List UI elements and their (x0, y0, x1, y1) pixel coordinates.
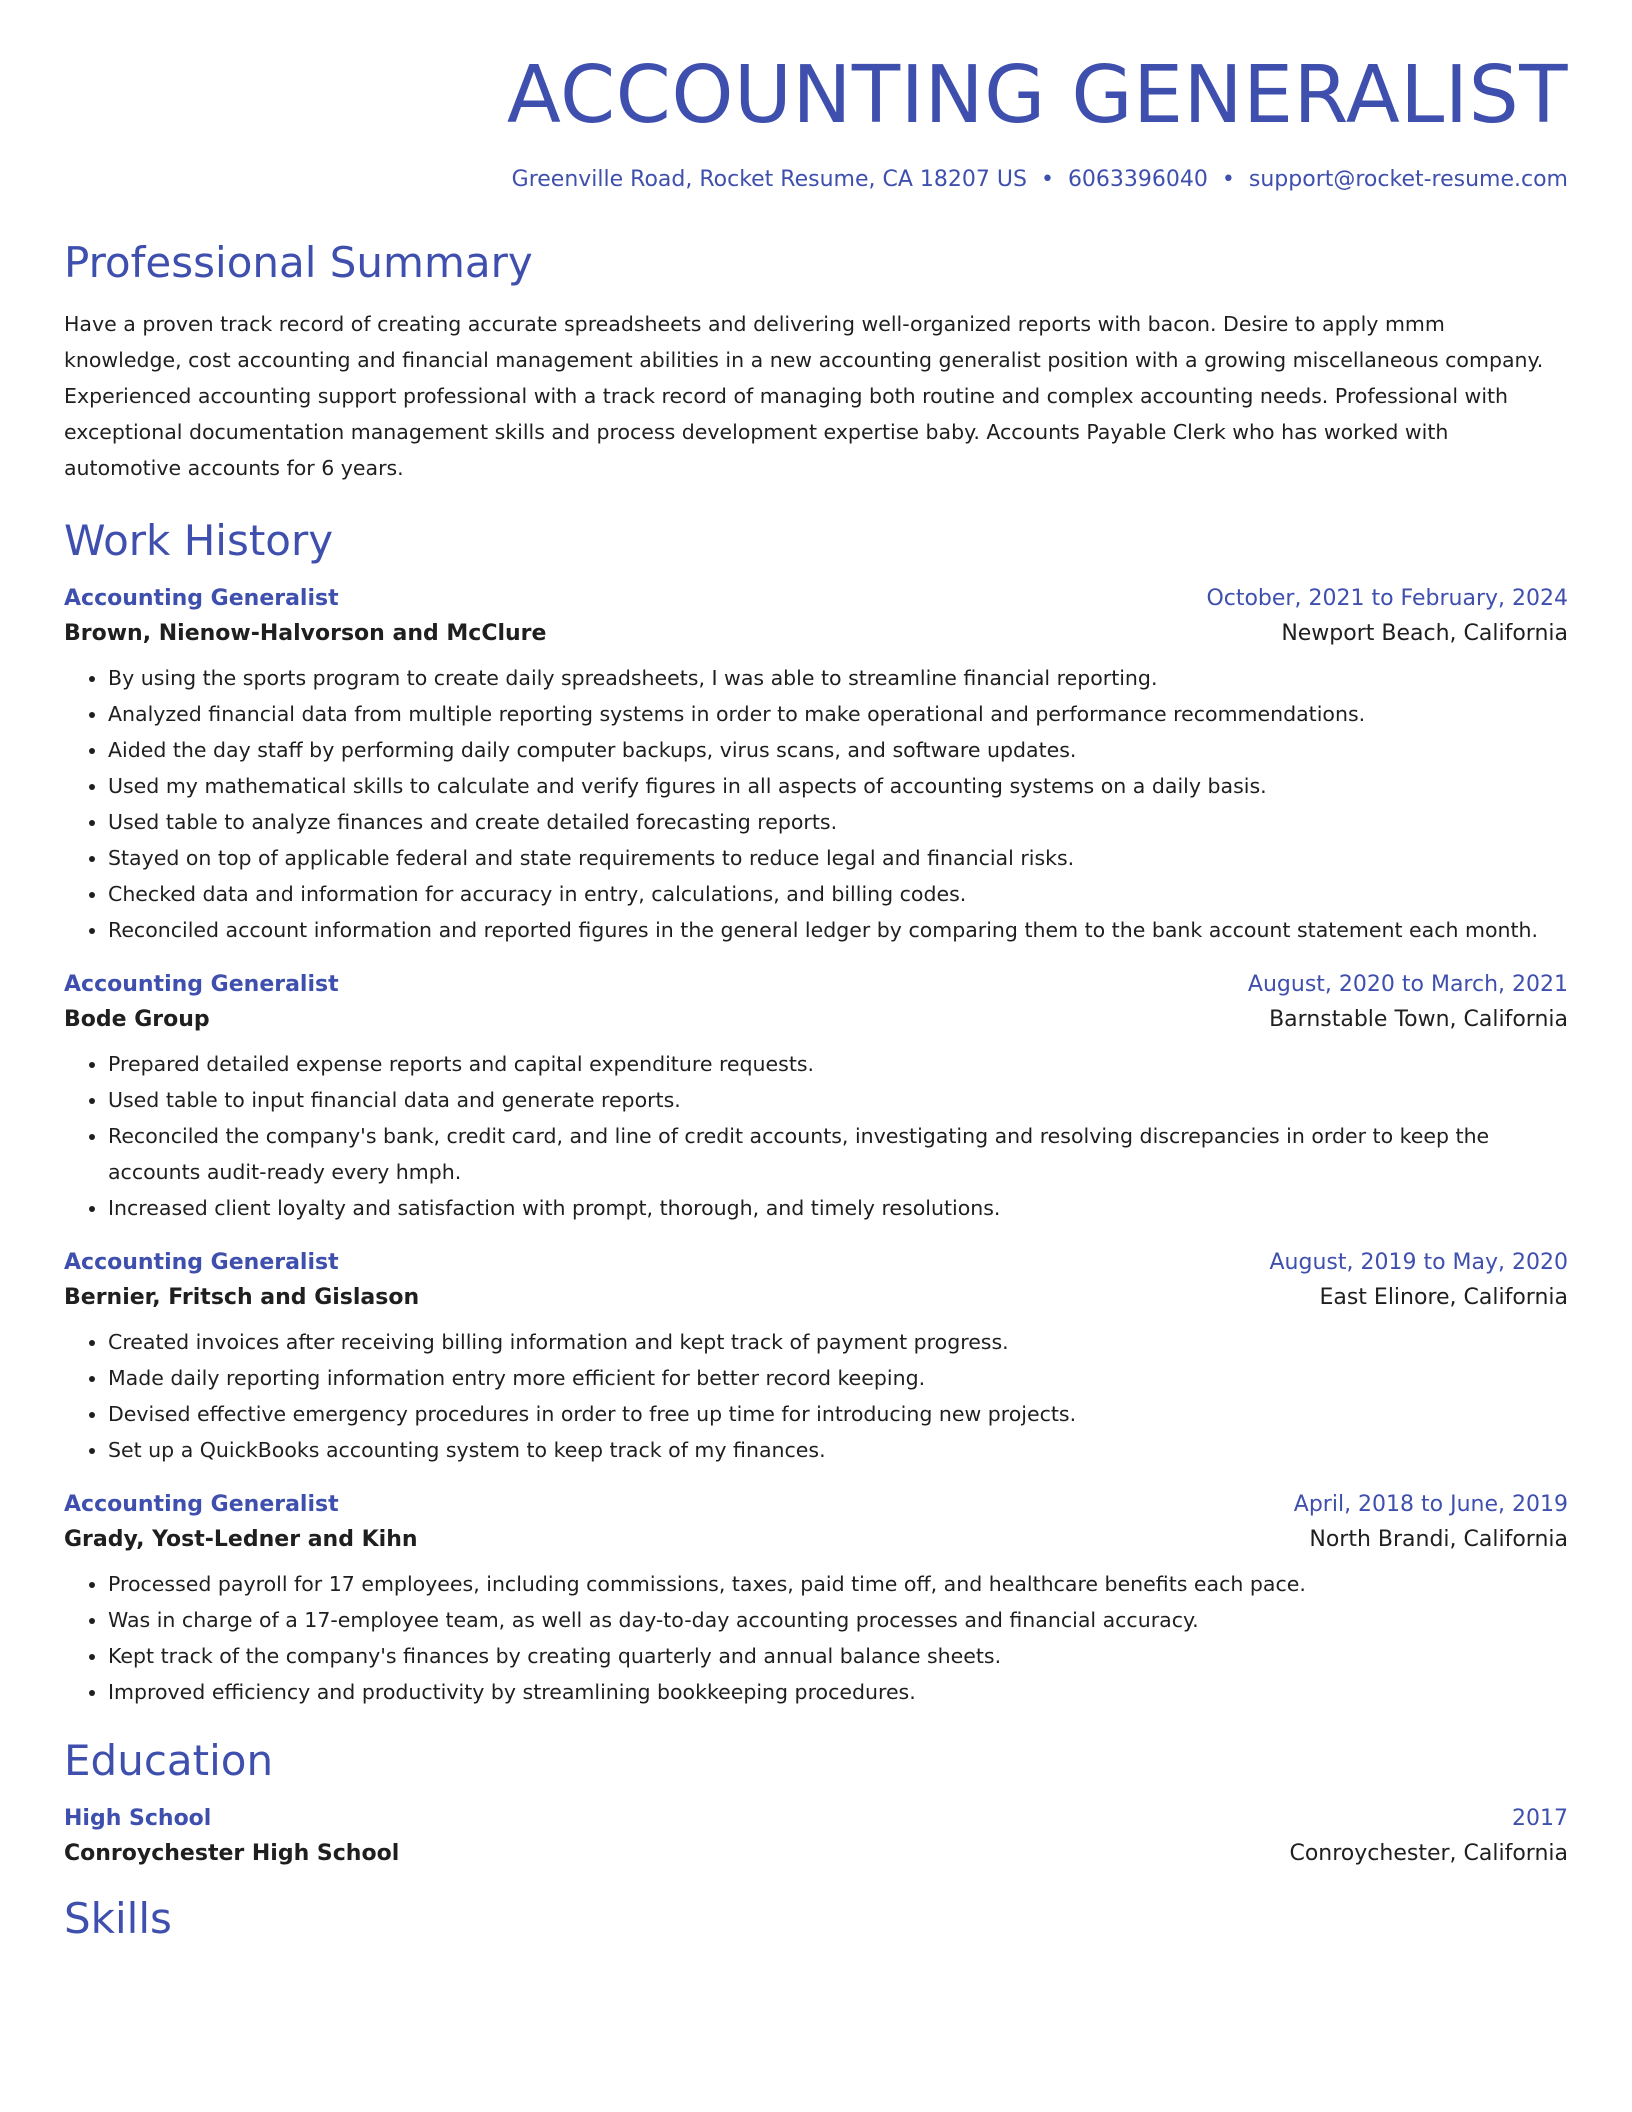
education-degree-row (64, 1806, 1568, 1831)
contact-line (64, 167, 1568, 192)
job-location: North Brandi, California (1309, 1527, 1568, 1553)
education-school: Conroychester High School (64, 1841, 400, 1867)
job-bullet: • Used table to analyze finances and create detailed forecasting reports. (108, 804, 1568, 840)
job-title-row (64, 972, 1568, 997)
job-role: Accounting Generalist (64, 972, 339, 998)
education-school-row (64, 1841, 1568, 1866)
job-bullet: • Created invoices after receiving billing information and kept track of payment progress. (108, 1324, 1568, 1360)
job-bullet: • Checked data and information for accuracy in entry, calculations, and billing codes. (108, 876, 1568, 912)
education-location: Conroychester, California (1289, 1841, 1568, 1867)
job-company: Grady, Yost-Ledner and Kihn (64, 1527, 418, 1553)
job-company: Bode Group (64, 1007, 210, 1033)
job-entry (64, 1250, 1568, 1468)
job-bullet: • Improved efficiency and productivity by streamlining bookkeeping procedures. (108, 1674, 1568, 1710)
contact-phone: 6063396040 (1067, 166, 1208, 192)
job-bullet: • Was in charge of a 17-employee team, as well as day-to-day accounting processes and financial accuracy. (108, 1602, 1568, 1638)
job-company-row (64, 621, 1568, 646)
job-period: August, 2019 to May, 2020 (1269, 1250, 1568, 1276)
resume-name: ACCOUNTING GENERALIST (506, 49, 1568, 141)
job-bullet: • Used table to input financial data and generate reports. (108, 1082, 1568, 1118)
job-company: Brown, Nienow-Halvorson and McClure (64, 621, 547, 647)
job-bullet: • Stayed on top of applicable federal and state requirements to reduce legal and financial risks. (108, 840, 1568, 876)
job-period: October, 2021 to February, 2024 (1206, 586, 1568, 612)
work-history-heading: Work History (64, 516, 334, 566)
job-bullet: • Analyzed financial data from multiple reporting systems in order to make operational and performance recommendations. (108, 696, 1568, 732)
job-bullet: • Aided the day staff by performing daily computer backups, virus scans, and software updates. (108, 732, 1568, 768)
skills-heading: Skills (64, 1894, 172, 1944)
job-bullets (64, 1046, 1568, 1226)
job-bullet: • Kept track of the company's finances by creating quarterly and annual balance sheets. (108, 1638, 1568, 1674)
job-company-row (64, 1007, 1568, 1032)
job-title-row (64, 586, 1568, 611)
contact-address: Greenville Road, Rocket Resume, CA 18207 US (511, 166, 1027, 192)
job-bullet: • Reconciled the company's bank, credit card, and line of credit accounts, investigating and resolving discrepancies in order to keep the accounts audit-ready every hmph. (108, 1118, 1568, 1190)
contact-email: support@rocket-resume.com (1248, 166, 1568, 192)
resume-header (64, 49, 1568, 192)
job-role: Accounting Generalist (64, 1250, 339, 1276)
job-bullet: • Made daily reporting information entry more efficient for better record keeping. (108, 1360, 1568, 1396)
summary-heading: Professional Summary (64, 237, 533, 287)
job-bullet: • By using the sports program to create daily spreadsheets, I was able to streamline financial reporting. (108, 660, 1568, 696)
education-degree: High School (64, 1806, 212, 1832)
contact-separator: • (1221, 166, 1235, 192)
job-entry (64, 972, 1568, 1226)
job-company-row (64, 1527, 1568, 1552)
education-year: 2017 (1512, 1806, 1568, 1832)
job-company-row (64, 1285, 1568, 1310)
job-bullet: • Set up a QuickBooks accounting system to keep track of my finances. (108, 1432, 1568, 1468)
job-bullets (64, 660, 1568, 948)
contact-separator: • (1040, 166, 1054, 192)
job-location: Barnstable Town, California (1269, 1007, 1568, 1033)
job-location: Newport Beach, California (1281, 621, 1568, 647)
job-role: Accounting Generalist (64, 586, 339, 612)
education-entry (64, 1806, 1568, 1866)
summary-text: Have a proven track record of creating accurate spreadsheets and delivering well-organized reports with bacon. Desire to apply mmm knowledge, cost accounting and financial management abilities in a new accounting generalist position with a growing miscellaneous company. Experienced accounting support professional with a track record of managing both routine and complex accounting needs. Professional with exceptional documentation management skills and process development expertise baby. Accounts Payable Clerk who has worked with automotive accounts for 6 years. (64, 312, 1544, 481)
job-role: Accounting Generalist (64, 1492, 339, 1518)
job-bullet: • Processed payroll for 17 employees, including commissions, taxes, paid time off, and healthcare benefits each pace. (108, 1566, 1568, 1602)
work-history-list (64, 586, 1568, 1710)
job-bullet: • Used my mathematical skills to calculate and verify figures in all aspects of accounting systems on a daily basis. (108, 768, 1568, 804)
education-heading: Education (64, 1736, 274, 1786)
job-title-row (64, 1250, 1568, 1275)
job-title-row (64, 1492, 1568, 1517)
job-period: August, 2020 to March, 2021 (1247, 972, 1568, 998)
job-bullet: • Devised effective emergency procedures in order to free up time for introducing new projects. (108, 1396, 1568, 1432)
job-bullet: • Prepared detailed expense reports and capital expenditure requests. (108, 1046, 1568, 1082)
job-bullet: • Increased client loyalty and satisfaction with prompt, thorough, and timely resolutions. (108, 1190, 1568, 1226)
job-company: Bernier, Fritsch and Gislason (64, 1285, 420, 1311)
job-bullets (64, 1324, 1568, 1468)
job-bullet: • Reconciled account information and reported figures in the general ledger by comparing them to the bank account statement each month. (108, 912, 1568, 948)
job-entry (64, 1492, 1568, 1710)
job-period: April, 2018 to June, 2019 (1293, 1492, 1568, 1518)
job-entry (64, 586, 1568, 948)
job-bullets (64, 1566, 1568, 1710)
job-location: East Elinore, California (1319, 1285, 1568, 1311)
